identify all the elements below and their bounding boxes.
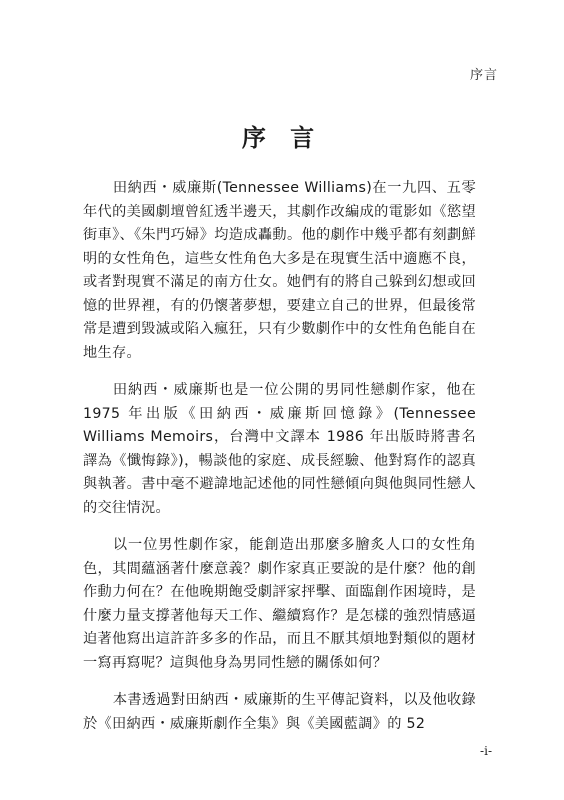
- paragraph-2: 田納西・威廉斯也是一位公開的男同性戀劇作家，他在 1975 年出版《田納西・威廉斯回憶錄》(Tennessee Williams Memoirs，台灣中文譯本 1986 年出版時將書名譯為《懺悔錄》)，暢談他的家庭、成長經驗、他對寫作的認真與執著。書中毫不避諱地記述他的同性戀傾向與他與同性戀人的交往情況。: [83, 382, 476, 516]
- page-number: -i-: [480, 744, 492, 758]
- paragraph-3: 以一位男性劇作家，能創造出那麼多膾炙人口的女性角色，其間蘊涵著什麼意義？劇作家真正要說的是什麼？他的創作動力何在？在他晚期飽受劇評家抨擊、面臨創作困境時，是什麼力量支撐著他每天工作、繼續寫作？是怎樣的強烈情感逼迫著他寫出這許許多多的作品，而且不厭其煩地對類似的題材一寫再寫呢？這與他身為男同性戀的關係如何？: [83, 537, 476, 671]
- running-header: 序言: [469, 68, 498, 83]
- preface-body: [83, 177, 476, 750]
- page-title: 序 言: [241, 124, 323, 152]
- paragraph-1: 田納西・威廉斯(Tennessee Williams)在一九四、五零年代的美國劇壇曾紅透半邊天，其劇作改編成的電影如《慾望街車》、《朱門巧婦》均造成轟動。他的劇作中幾乎都有刻劃鮮明的女性角色，這些女性角色大多是在現實生活中適應不良，或者對現實不滿足的南方仕女。她們有的將自己躲到幻想或回憶的世界裡，有的仍懷著夢想，要建立自己的世界，但最後常常是遭到毀滅或陷入瘋狂，只有少數劇作中的女性角色能自在地生存。: [83, 180, 476, 361]
- paragraph-4: 本書透過對田納西・威廉斯的生平傳記資料，以及他收錄於《田納西・威廉斯劇作全集》與《美國藍調》的 52: [83, 692, 476, 732]
